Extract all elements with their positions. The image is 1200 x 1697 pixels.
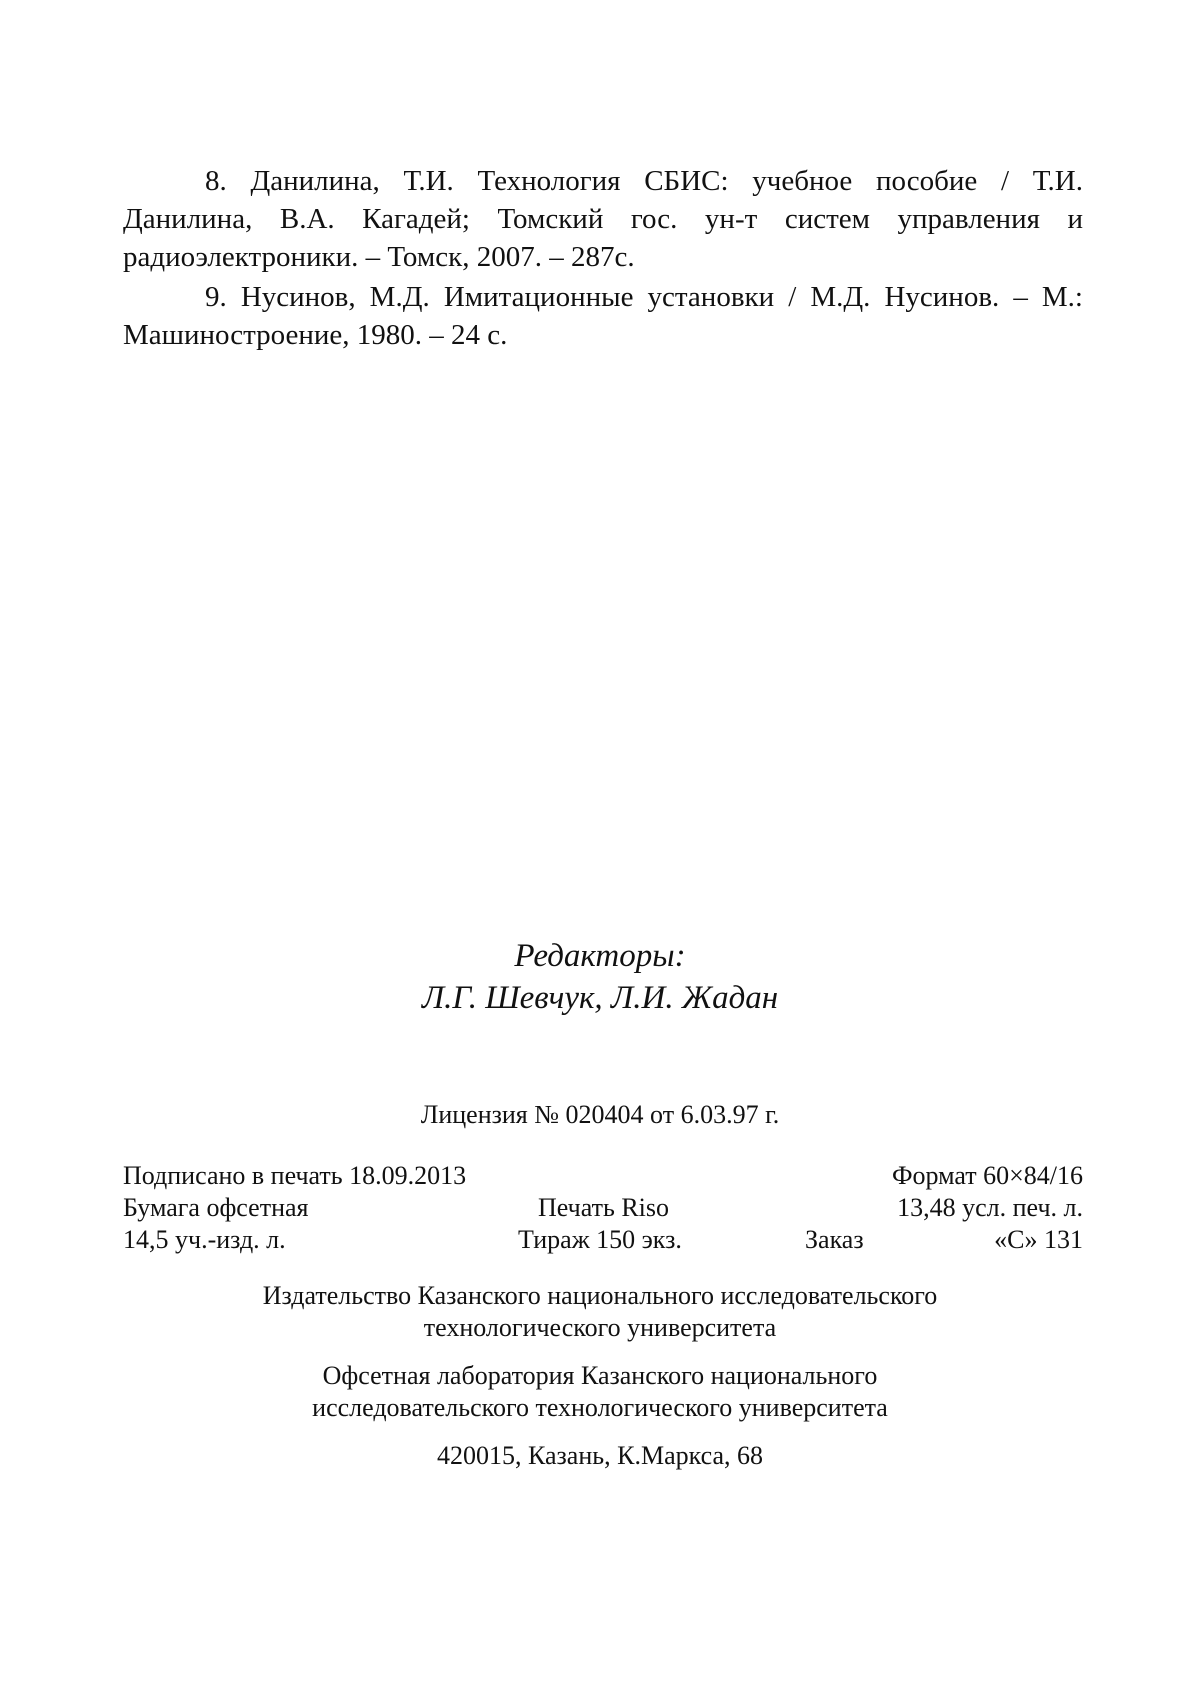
publisher-name	[0, 1280, 1200, 1344]
license-line: Лицензия № 020404 от 6.03.97 г.	[420, 1100, 780, 1129]
address-line: 420015, Казань, К.Маркса, 68	[436, 1441, 763, 1470]
imprint-row-1	[123, 1160, 1083, 1192]
reference-item-9: 9. Нусинов, М.Д. Имитационные установки / М.Д. Нусинов. – М.: Машиностроение, 1980. – 24 с.	[123, 281, 1083, 351]
edit-sheets: 14,5 уч.-изд. л.	[123, 1225, 286, 1254]
publisher-block	[0, 1280, 1200, 1488]
editors-names: Л.Г. Шевчук, Л.И. Жадан	[421, 980, 779, 1016]
order-label: Заказ	[805, 1225, 864, 1254]
address	[0, 1440, 1200, 1472]
signed-date: Подписано в печать 18.09.2013	[123, 1161, 467, 1190]
imprint-row-3	[123, 1224, 1083, 1256]
publisher-line-1: Издательство Казанского национального исследовательского	[262, 1281, 938, 1310]
lab-line-2: исследовательского технологического университета	[312, 1393, 888, 1422]
paper-type: Бумага офсетная	[123, 1193, 309, 1222]
printed-sheets: 13,48 усл. печ. л.	[897, 1193, 1083, 1222]
lab-name	[0, 1360, 1200, 1424]
editors-heading: Редакторы:	[514, 938, 686, 974]
imprint-block	[123, 1160, 1083, 1256]
print-type: Печать Riso	[538, 1193, 670, 1222]
editors-block	[0, 935, 1200, 1019]
imprint-row-2	[123, 1192, 1083, 1224]
circulation: Тираж 150 экз.	[518, 1225, 682, 1254]
publisher-line-2: технологического университета	[423, 1313, 777, 1342]
reference-item-8: 8. Данилина, Т.И. Технология СБИС: учебное пособие / Т.И. Данилина, В.А. Кагадей; Томский гос. ун-т систем управления и радиоэлектроники. – Томск, 2007. – 287с.	[123, 165, 1083, 273]
reference-list	[123, 162, 1083, 356]
lab-line-1: Офсетная лаборатория Казанского национального	[322, 1361, 878, 1390]
order-number: «С» 131	[994, 1225, 1083, 1254]
paper-format: Формат 60×84/16	[891, 1161, 1083, 1190]
